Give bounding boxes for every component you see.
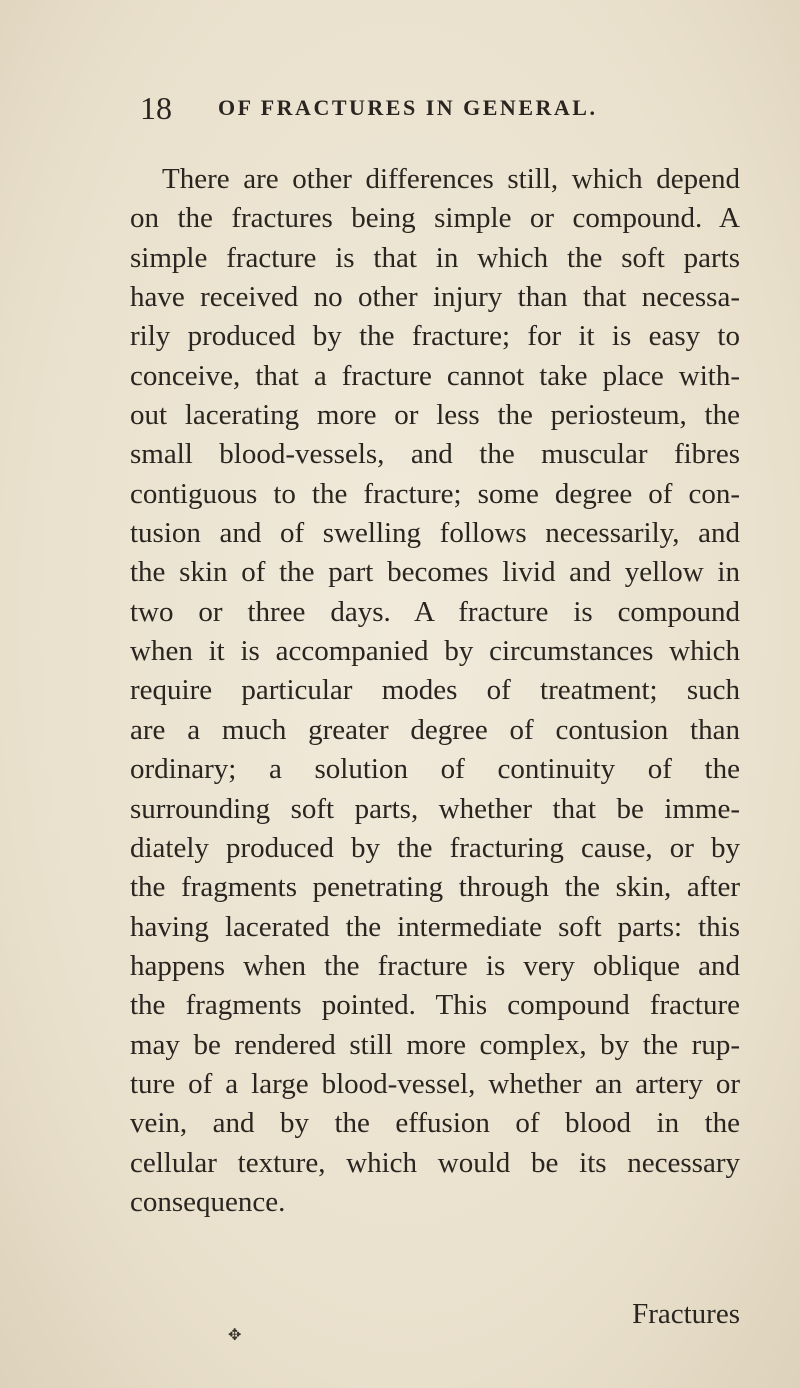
running-title: OF FRACTURES IN GENERAL. — [218, 95, 598, 120]
text-line: diately produced by the fracturing cause, or by — [130, 831, 740, 864]
text-line: having lacerated the intermediate soft parts: this — [130, 910, 740, 943]
text-line: require particular modes of treatment; such — [130, 674, 740, 707]
text-line: There are other differences still, which depend — [162, 163, 740, 195]
text-line: the fragments pointed. This compound fracture — [130, 989, 740, 1022]
catchword: Fractures — [632, 1298, 740, 1330]
text-line: rily produced by the fracture; for it is easy to — [130, 320, 740, 353]
text-line: the skin of the part becomes livid and yellow in — [130, 556, 740, 589]
text-line: conceive, that a fracture cannot take place with- — [130, 359, 740, 392]
text-line: the fragments penetrating through the skin, after — [130, 871, 740, 904]
text-line: vein, and by the effusion of blood in the — [130, 1107, 740, 1140]
text-line: may be rendered still more complex, by the rup- — [130, 1028, 740, 1061]
text-line: small blood-vessels, and the muscular fibres — [130, 438, 740, 471]
printer-ornament-icon: ✥ — [228, 1325, 242, 1344]
text-line: cellular texture, which would be its necessary — [130, 1146, 740, 1179]
body-paragraph — [130, 160, 740, 1222]
text-line: tusion and of swelling follows necessarily, and — [130, 517, 740, 550]
text-line: simple fracture is that in which the soft parts — [130, 241, 740, 274]
text-line: on the fractures being simple or compound. A — [130, 202, 740, 235]
text-line: ture of a large blood-vessel, whether an artery or — [130, 1067, 740, 1100]
text-line: surrounding soft parts, whether that be imme- — [130, 792, 740, 825]
page-number: 18 — [140, 90, 172, 126]
text-line: are a much greater degree of contusion than — [130, 713, 740, 746]
text-line: two or three days. A fracture is compound — [130, 595, 740, 628]
text-line: when it is accompanied by circumstances which — [130, 635, 740, 668]
text-line: contiguous to the fracture; some degree of con- — [130, 477, 740, 510]
text-line: ordinary; a solution of continuity of the — [130, 753, 740, 786]
text-line: have received no other injury than that necessa- — [130, 281, 740, 314]
text-line: consequence. — [130, 1185, 286, 1218]
text-line: out lacerating more or less the periosteum, the — [130, 399, 740, 432]
text-line: happens when the fracture is very oblique and — [130, 949, 740, 982]
running-head — [140, 88, 740, 128]
